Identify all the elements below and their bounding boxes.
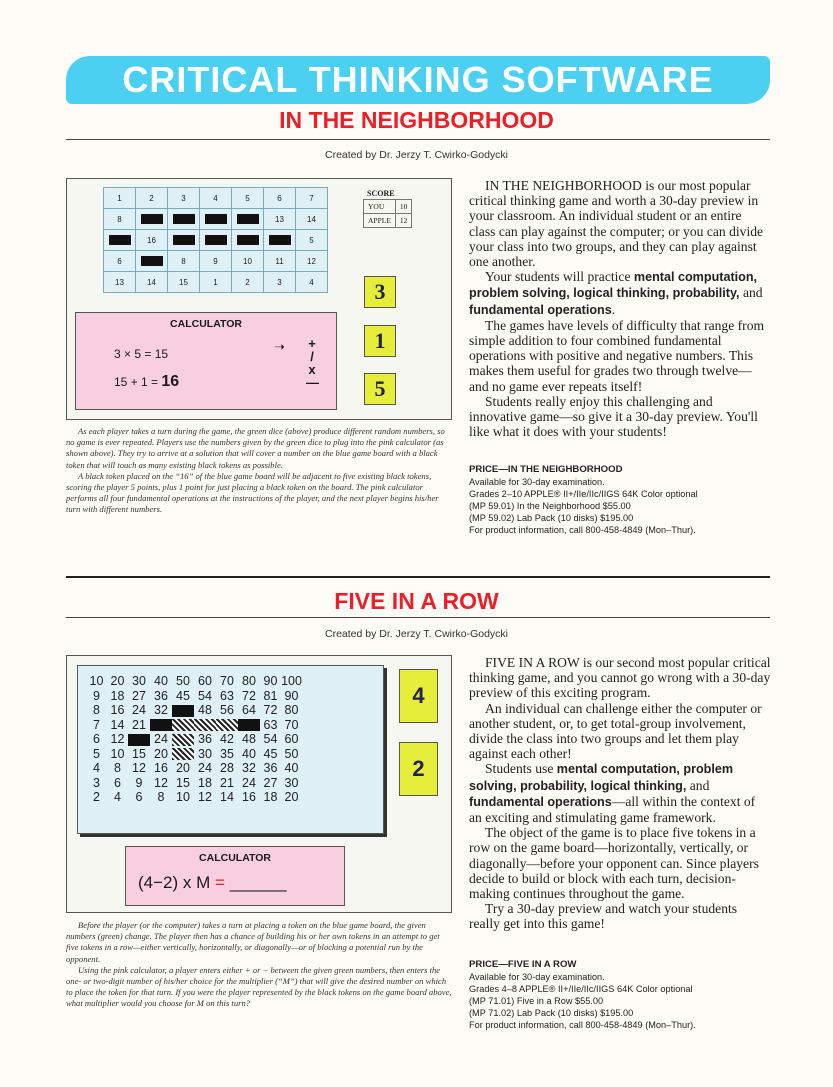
body-text: Your students will practice	[485, 269, 634, 285]
board-cell: 14	[110, 717, 125, 732]
board-row	[86, 747, 302, 762]
board-cell: 18	[263, 790, 278, 805]
board-cell: 21	[220, 775, 234, 790]
five-in-a-row-board	[86, 674, 302, 805]
board-cell: 40	[284, 761, 299, 776]
board-row	[104, 209, 328, 230]
board-row	[104, 251, 328, 272]
black-token	[173, 214, 195, 224]
operator-plus: +	[308, 336, 316, 351]
board-cell: 9	[93, 688, 100, 703]
board-cell: 5	[232, 188, 264, 209]
board-cell: 90	[263, 674, 278, 689]
black-token	[269, 235, 291, 245]
board-cell: 24	[132, 703, 146, 718]
board-cell: 12	[132, 761, 146, 776]
board-row	[86, 761, 302, 776]
price-line: Available for 30-day examination.	[469, 477, 605, 487]
operator-divide: /	[310, 349, 314, 364]
board-cell: 50	[176, 674, 190, 689]
calculator-expr: 15 + 1 =	[114, 375, 162, 389]
board-cell: 16	[136, 230, 168, 251]
board-cell: 40	[242, 746, 256, 761]
section2-body	[469, 655, 771, 932]
board-cell: 100	[281, 674, 302, 689]
board-cell: 60	[284, 732, 299, 747]
board-cell: 24	[154, 732, 168, 747]
operator-minus: —	[306, 375, 319, 390]
body-text: Students use	[485, 761, 557, 777]
price-line: Grades 4–8 APPLE® II+/IIe/IIc/IIGS 64K Color optional	[469, 984, 693, 994]
body-text: .	[611, 301, 616, 317]
board-cell: 16	[154, 761, 168, 776]
calculator-blank: ______	[229, 873, 287, 892]
board-cell: 16	[110, 703, 125, 718]
calculator-panel	[75, 312, 337, 410]
board-cell	[232, 209, 264, 230]
price-title: PRICE—IN THE NEIGHBORHOOD	[469, 464, 623, 475]
board-cell: 18	[198, 775, 212, 790]
section1-rule	[66, 139, 770, 140]
board-cell: 70	[220, 674, 234, 689]
board-cell: 7	[93, 717, 100, 732]
price-line: Available for 30-day examination.	[469, 972, 605, 982]
section1-body	[469, 178, 771, 439]
board-cell: 7	[296, 188, 328, 209]
board-row	[104, 230, 328, 251]
body-paragraph	[469, 269, 771, 318]
board-cell: 15	[176, 775, 190, 790]
board-cell: 8	[157, 790, 165, 805]
board-cell: 11	[264, 251, 296, 272]
section2-rule	[66, 617, 770, 618]
operator-list	[306, 337, 318, 389]
caption-paragraph: Before the player (or the computer) takes a turn at placing a token on the blue game board, the given numbers (green) change. The player then has a chance of building his or her own tokens in an attempt to get five tokens in a row—either vertically, horizontally, or diagonally—or of blocking a potential run by the opponent.	[66, 920, 440, 964]
board-cell: 10	[176, 790, 190, 805]
score-value: 10	[395, 200, 412, 214]
board-cell: 8	[168, 251, 200, 272]
board-cell: 20	[154, 746, 168, 761]
board-cell: 54	[198, 688, 212, 703]
board-cell: 10	[232, 251, 264, 272]
body-paragraph: The games have levels of difficulty that range from simple addition to four combined fundamental operations with positive and negative numbers. This makes them useful for grades two through twelve—and no game ever repeats itself!	[469, 317, 765, 394]
board-cell: 80	[284, 703, 299, 718]
board-cell: 4	[200, 188, 232, 209]
board-row	[86, 732, 302, 747]
board-cell: 30	[132, 674, 146, 689]
board-cell: 64	[242, 703, 256, 718]
black-token	[150, 719, 172, 731]
calculator-panel	[125, 846, 345, 906]
board-cell: 24	[242, 775, 256, 790]
board-cell: 15	[132, 746, 146, 761]
body-paragraph: FIVE IN A ROW is our second most popular critical thinking game, and you cannot go wrong with a 30-day preview of this exciting program.	[469, 655, 771, 701]
board-row	[86, 776, 302, 791]
board-cell: 12	[154, 775, 168, 790]
board-cell: 42	[220, 732, 234, 747]
score-value: 12	[395, 214, 412, 228]
board-cell: 27	[263, 775, 278, 790]
board-cell: 5	[93, 746, 100, 761]
board-cell: 12	[110, 732, 125, 747]
calculator-label: CALCULATOR	[199, 852, 271, 864]
board-cell: 12	[198, 790, 212, 805]
board-row	[86, 703, 302, 718]
board-cell: 6	[264, 188, 296, 209]
board-cell: 2	[93, 790, 100, 805]
green-number: 4	[399, 669, 438, 723]
price-line: (MP 71.01) Five in a Row $55.00	[469, 996, 604, 1006]
board-cell	[136, 251, 168, 272]
caption-paragraph: As each player takes a turn during the game, the green dice (above) produce different random numbers, so no game is ever repeated. Players use the numbers given by the green dice to plug into the pink calculator (as shown above). They try to arrive at a solution that will cover a number on the blue game board with a black token that will touch as many existing black tokens as possible.	[66, 426, 445, 470]
board-cell: 3	[264, 272, 296, 293]
section1-figure	[66, 178, 452, 420]
board-cell: 16	[242, 790, 256, 805]
board-row	[104, 272, 328, 293]
black-token	[205, 214, 227, 224]
section1-credit: Created by Dr. Jerzy T. Cwirko-Godycki	[324, 149, 509, 161]
price-line: (MP 59.02) Lab Pack (10 disks) $195.00	[469, 513, 634, 523]
board-cell: 9	[135, 775, 143, 790]
board-cell: 32	[154, 703, 168, 718]
body-bold: fundamental operations	[469, 794, 612, 809]
green-die: 1	[364, 325, 396, 357]
price-title: PRICE—FIVE IN A ROW	[469, 959, 577, 970]
board-cell: 18	[110, 688, 125, 703]
board-cell: 27	[132, 688, 146, 703]
calculator-line1: 3 × 5 = 15	[114, 347, 169, 361]
board-cell	[232, 230, 264, 251]
board-cell: 5	[296, 230, 328, 251]
board-cell	[264, 230, 296, 251]
board-cell: 24	[198, 761, 212, 776]
board-cell	[150, 718, 172, 733]
body-paragraph: Students really enjoy this challenging and innovative game—so give it a 30-day preview. You'll like what it does with your students!	[469, 393, 758, 440]
board-row	[86, 689, 302, 704]
black-token	[237, 235, 259, 245]
board-cell: 50	[284, 746, 299, 761]
hatched-token	[172, 748, 194, 760]
score-row	[364, 200, 412, 214]
board-cell	[104, 230, 136, 251]
calculator-label: CALCULATOR	[170, 318, 242, 330]
board-cell: 4	[114, 790, 121, 805]
board-cell: 36	[198, 732, 212, 747]
calculator-line2	[114, 373, 179, 391]
caption-paragraph: A black token placed on the “16” of the blue game board will be adjacent to five existing black tokens, scoring the player 5 points, plus 1 point for just placing a black token on the board. The pink calculator performs all four fundamental operations at the instructions of the player, and the next player begins his/her turn with different numbers.	[66, 470, 439, 515]
board-cell	[172, 732, 194, 747]
board-cell: 48	[242, 732, 256, 747]
board-cell: 6	[114, 775, 121, 790]
board-cell: 13	[104, 272, 136, 293]
header-banner	[66, 56, 770, 104]
black-token	[205, 235, 227, 245]
board-cell: 8	[104, 209, 136, 230]
board-cell: 81	[263, 688, 278, 703]
board-cell: 6	[93, 732, 100, 747]
score-name: YOU	[364, 200, 396, 214]
board-cell: 45	[263, 746, 278, 761]
board-cell: 20	[284, 790, 299, 805]
board-row	[86, 718, 302, 733]
score-row	[364, 214, 412, 228]
board-cell: 8	[114, 761, 121, 776]
board-row	[86, 790, 302, 805]
board-cell: 21	[132, 717, 146, 732]
section1-price	[469, 463, 771, 536]
hatched-token	[194, 719, 216, 731]
board-cell: 20	[176, 761, 190, 776]
board-cell: 63	[220, 688, 234, 703]
score-table	[363, 199, 412, 228]
board-cell: 36	[263, 761, 278, 776]
price-line: For product information, call 800-458-4849 (Mon–Thur).	[469, 1020, 696, 1030]
hatched-token	[216, 719, 238, 731]
board-cell: 14	[136, 272, 168, 293]
calculator-expr: (4−2) x M	[138, 873, 211, 892]
board-cell	[168, 230, 200, 251]
board-cell: 1	[200, 272, 232, 293]
board-cell	[128, 732, 150, 747]
body-text: and	[686, 777, 710, 793]
board-cell: 2	[136, 188, 168, 209]
green-die: 3	[364, 276, 396, 308]
price-line: (MP 59.01) In the Neighborhood $55.00	[469, 501, 631, 511]
board-cell: 30	[284, 775, 299, 790]
board-cell	[238, 718, 260, 733]
score-label: SCORE	[367, 189, 395, 198]
black-token	[109, 235, 131, 245]
price-line: (MP 71.02) Lab Pack (10 disks) $195.00	[469, 1008, 634, 1018]
board-cell: 13	[264, 209, 296, 230]
board-cell: 63	[263, 717, 278, 732]
board-cell: 35	[220, 746, 234, 761]
body-bold: mental computation, problem solving, probability, logical thinking,	[469, 762, 734, 793]
board-row	[86, 674, 302, 689]
banner-title: CRITICAL THINKING SOFTWARE	[122, 59, 714, 100]
score-name: APPLE	[364, 214, 396, 228]
board-cell: 30	[198, 746, 212, 761]
body-paragraph	[469, 761, 771, 825]
black-token	[141, 214, 163, 224]
green-number: 2	[399, 742, 438, 796]
black-token	[238, 719, 260, 731]
board-cell: 28	[220, 761, 234, 776]
calculator-equals: =	[215, 873, 225, 892]
board-cell: 32	[242, 761, 256, 776]
black-token	[141, 256, 163, 266]
board-cell: 48	[198, 703, 212, 718]
calculator-expression	[138, 873, 286, 893]
board-cell	[200, 230, 232, 251]
board-cell	[136, 209, 168, 230]
board-cell: 70	[284, 717, 299, 732]
board-cell: 14	[220, 790, 234, 805]
board-cell	[172, 747, 194, 762]
hatched-token	[172, 719, 194, 731]
black-token	[173, 235, 195, 245]
caption-paragraph: Using the pink calculator, a player enters either + or − between the given green numbers, then enters the one- or two-digit number of his/her choice for the multiplier (“M”) that will give the desired number on which to place the token for that turn. If you were the player represented by the black tokens on the game board above, what multiplier would you choose for M on this turn?	[66, 964, 452, 1009]
section2-figure	[66, 655, 452, 913]
board-cell: 10	[110, 746, 125, 761]
section2-title: FIVE IN A ROW	[334, 588, 499, 614]
board-cell	[168, 209, 200, 230]
board-cell: 60	[198, 674, 212, 689]
section2-caption	[66, 920, 452, 1010]
board-cell: 6	[135, 790, 143, 805]
board-cell: 45	[176, 688, 190, 703]
board-cell: 9	[200, 251, 232, 272]
body-text: and	[739, 285, 763, 301]
board-cell: 14	[296, 209, 328, 230]
board-cell: 1	[104, 188, 136, 209]
board-cell	[194, 718, 216, 733]
board-cell: 4	[296, 272, 328, 293]
board-cell: 8	[93, 703, 100, 718]
board-cell: 56	[220, 703, 234, 718]
board-cell	[200, 209, 232, 230]
board-cell: 72	[242, 688, 256, 703]
arrow-icon: ➝	[274, 339, 285, 354]
board-row	[104, 188, 328, 209]
board-cell: 36	[154, 688, 168, 703]
neighborhood-board	[103, 187, 328, 293]
board-cell: 12	[296, 251, 328, 272]
section2-price	[469, 958, 771, 1031]
board-cell: 3	[168, 188, 200, 209]
black-token	[128, 734, 150, 746]
operator-times: x	[308, 362, 316, 377]
board-cell: 10	[89, 674, 104, 689]
board-cell: 4	[93, 761, 100, 776]
body-paragraph: IN THE NEIGHBORHOOD is our most popular critical thinking game and worth a 30-day preview in your classroom. An individual student or an entire class can play against the computer; or you can divide your class into two groups, and they can play against one another.	[469, 178, 764, 270]
five-board-frame	[77, 665, 384, 834]
price-line: For product information, call 800-458-4849 (Mon–Thur).	[469, 525, 696, 535]
board-cell: 15	[168, 272, 200, 293]
section-divider	[66, 576, 770, 578]
body-bold: fundamental operations	[469, 302, 612, 317]
section1-caption	[66, 426, 452, 516]
board-cell: 40	[154, 674, 168, 689]
body-paragraph: The object of the game is to place five tokens in a row on the game board—horizontally, vertically, or diagonally—before your opponent can. Since players decide to build or block with each turn, decision-making continues throughout the game.	[469, 825, 759, 902]
board-cell: 54	[263, 732, 278, 747]
board-cell: 72	[263, 703, 278, 718]
body-paragraph: Try a 30-day preview and watch your students really get into this game!	[469, 901, 738, 932]
hatched-token	[172, 734, 194, 746]
black-token	[237, 214, 259, 224]
board-cell	[216, 718, 238, 733]
board-cell: 2	[232, 272, 264, 293]
section1-title: IN THE NEIGHBORHOOD	[279, 107, 554, 133]
board-cell	[172, 718, 194, 733]
green-die: 5	[364, 373, 396, 405]
board-cell: 6	[104, 251, 136, 272]
black-token	[172, 705, 194, 717]
price-line: Grades 2–10 APPLE® II+/IIe/IIc/IIGS 64K Color optional	[469, 489, 698, 499]
board-cell	[172, 703, 194, 718]
body-paragraph: An individual can challenge either the computer or another student, or, to get total-group involvement, divide the class into two groups and let them play against each other!	[469, 700, 762, 762]
body-bold: mental computation, problem solving, logical thinking, probability,	[469, 270, 758, 301]
board-cell: 80	[242, 674, 256, 689]
section2-credit: Created by Dr. Jerzy T. Cwirko-Godycki	[324, 628, 509, 640]
board-cell: 3	[93, 775, 100, 790]
body-text: —all within the context of an exciting and stimulating game framework.	[469, 793, 756, 826]
board-cell: 90	[284, 688, 299, 703]
board-cell: 20	[110, 674, 125, 689]
calculator-result: 16	[161, 373, 180, 390]
